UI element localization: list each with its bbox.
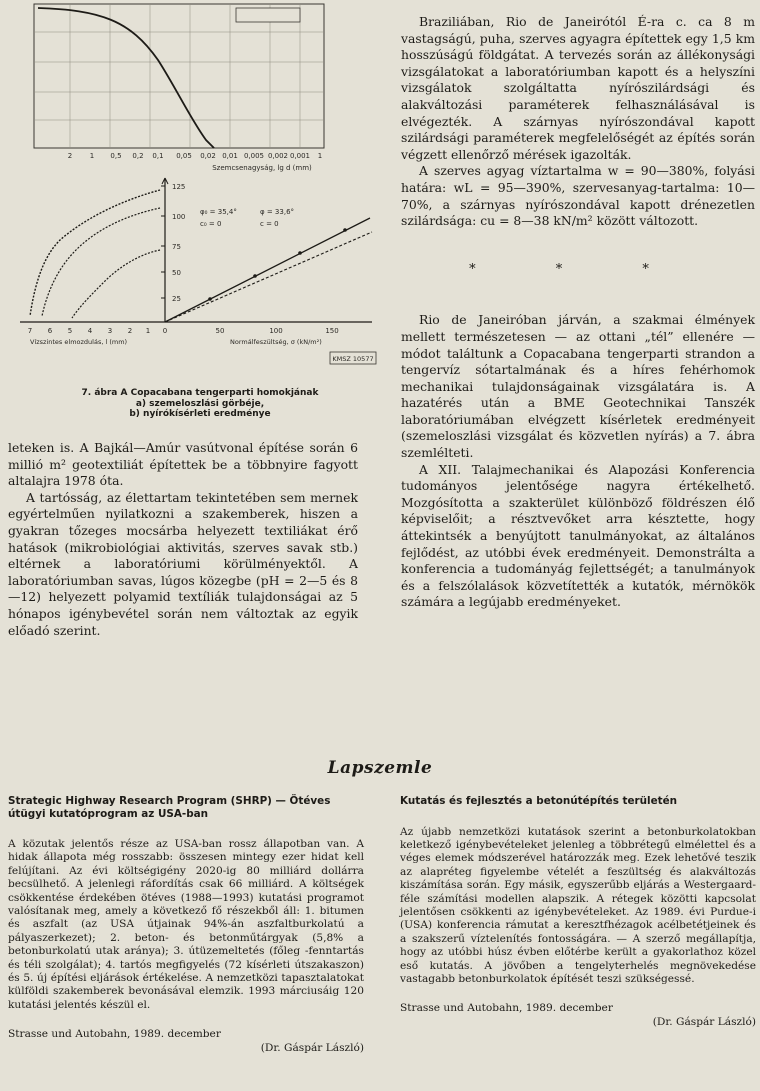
left-column <box>8 440 358 639</box>
shear-legend <box>200 208 294 228</box>
x-tick: 0,001 <box>289 152 311 160</box>
shear-right-ticks <box>216 327 339 335</box>
caption-line: b) nyírókísérleti eredménye <box>129 409 271 419</box>
x-tick: 0,2 <box>132 152 144 160</box>
review-source: Strasse und Autobahn, 1989. december <box>400 1002 613 1015</box>
x-tick: 1 <box>317 152 323 160</box>
y-tick: 75 <box>172 243 181 251</box>
paragraph: Rio de Janeiróban járván, a szakmai élmények mellett természetesen — az ottani „tél” ellenére — módot találtunk a Copacabana tengerparti strandon a tengervíz sótartalmának és a híres fehérhomok mechanikai tulajdonságainak vizsgálatára is. A hazatérés után a BME Geotechnikai Tanszék laboratóriumában elvégzett kísérletek eredményeit (szemeloszlási vizsgálat és közvetlen nyírás) a 7. ábra szemlélteti. <box>401 312 755 461</box>
x-tick: 3 <box>107 327 113 335</box>
figure-caption <box>50 388 350 420</box>
x-tick: 0,002 <box>267 152 289 160</box>
shear-y-ticks <box>172 183 185 303</box>
legend-entry: φ₀ = 35,4° <box>200 208 237 216</box>
x-tick: 1 <box>145 327 151 335</box>
shear-curve-mid <box>42 208 160 316</box>
failure-envelope-1 <box>165 218 370 322</box>
review-title: Strategic Highway Research Program (SHRP) — Ötéves útügyi kutatóprogram az USA-ban <box>8 795 331 820</box>
x-tick: 150 <box>325 327 339 335</box>
y-tick: 25 <box>172 295 181 303</box>
figure-7-graphic <box>0 0 395 390</box>
section-separator: * * * <box>469 261 687 277</box>
review-body: Az újabb nemzetközi kutatások szerint a betonburkolatokban keletkező igénybevételeket jelenleg a többrétegű elmélettel és a véges elemek módszerével határozzák meg. Ezek lehetővé teszik az alapréteg figyelembe vételét a feszültség és alakváltozás kiszámítása során. Egy másik, egyszerűbb eljárás a Westergaard-féle számítási modellen alapszik. A rétegek közötti kapcsolat jelentősen csökkenti az igénybevételeket. Az 1989. évi Purdue-i (USA) konferencia rámutat a keresztfhézagok acélbetétjeinek és a szakszerű víztelenítés fontosságára. — A szerző megállapítja, hogy az utóbbi húsz évben előtérbe került a gyakorlathoz közel eső kutatás. A jövőben a tengelyterhelés megnövekedése vastagabb betonburkolatok építését teszi szükségessé. <box>400 825 756 985</box>
y-tick: 100 <box>172 213 186 221</box>
paragraph: A tartósság, az élettartam tekintetében sem mernek egyértelműen nyilatkozni a szakemberek, hiszen a gyakran tőzeges mocsárba helyezett textiliákat érő hatások (mikrobiológiai aktivitás, szerves savak stb.) eltérnek a laboratóriumi körülményektől. A laboratóriumban savas, lúgos közegbe (pH = 2—5 és 8—12) helyezett polyamid textíliák tulajdonságai az 5 hónapos igénybevétel során nem változtak az egyik előadó szerint. <box>8 489 358 638</box>
paragraph: A XII. Talajmechanikai és Alapozási Konferencia tudományos jelentősége nagyra értékelhető. Mozgósította a szakterület különböző földrészen élő képviselőit; a résztvevőket arra késztette, hogy áttekintsék a benyújtott tanulmányokat, az általános fejlődést, az utóbbi évek eredményeit. Demonstrálta a konferencia a tudományág fejlettségét; a tanulmányok és a felszólalások közvetítették a kutatók, mérnökök számára a legújabb eredményeket. <box>401 461 755 610</box>
grain-size-x-axis-label: Szemcsenagyság, lg d (mm) <box>212 164 312 172</box>
section-heading: Lapszemle <box>327 758 433 778</box>
x-tick: 100 <box>269 327 283 335</box>
grain-size-curve <box>38 8 214 148</box>
legend-entry: c = 0 <box>260 220 279 228</box>
review-source: Strasse und Autobahn, 1989. december <box>8 1028 221 1041</box>
x-tick: 2 <box>127 327 133 335</box>
x-tick: 0,05 <box>176 152 192 160</box>
paragraph: leteken is. A Bajkál—Amúr vasútvonal építése során 6 millió m² geotextiliát építettek be a többnyire fagyott altalajra 1978 óta. <box>8 440 358 489</box>
caption-line: a) szemeloszlási görbéje, <box>135 398 265 409</box>
shear-test-chart <box>20 178 376 364</box>
x-tick: 7 <box>27 327 33 335</box>
y-tick: 50 <box>172 269 181 277</box>
x-tick: 5 <box>67 327 73 335</box>
shear-curve-upper <box>30 190 160 316</box>
paragraph: A szerves agyag víztartalma w = 90—380%, folyási határa: wL = 95—390%, szervesanyag-tartalma: 10—70%, a szárnyas nyírószondával kapott drénezetlen szilárdsága: cu = 8—38 kN/m² között változott. <box>401 163 755 229</box>
grain-size-x-ticks <box>68 152 322 160</box>
x-tick: 0 <box>162 327 168 335</box>
y-tick: 125 <box>172 183 186 191</box>
x-tick: 0,5 <box>110 152 122 160</box>
legend-entry: c₀ = 0 <box>200 220 222 228</box>
review-body: A közutak jelentős része az USA-ban rossz állapotban van. A hidak állapota még rosszabb: összesen mintegy ezer hidat kell felújítani. Az évi költségigény 2020-ig 80 milliárd dollárra becsülhető. A jelenlegi ráfordítás csak 66 milliárd. A költségek csökkentése érdekében ötéves (1988—1993) kutatási programot valósítanak meg, amely a következő fő részekből áll: 1. bitumen és aszfalt (az USA útjainak 94%-án aszfaltburkolatú a pályaszerkezet); 2. beton- és betonműtárgyak (5,8% a betonburkolatú utak aránya); 3. útüzemeltetés (főleg -fenntartás és téli szolgálat); 4. tartós megfigyelés (72 kísérleti útszakaszon) és 5. új építési eljárások értékelése. A nemzetközi tapasztalatokat külföldi szakemberek bevonásával elemzik. 1993 márciusáig 120 kutatási jelentés készül el. <box>8 838 364 1011</box>
paragraph: Braziliában, Rio de Janeirótól É-ra c. ca 8 m vastagságú, puha, szerves agyagra építettek egy 1,5 km hosszúságú földgátat. A tervezés során az állékonysági vizsgálatokat a laboratóriumban kapott és a helyszíni vizsgálatok szolgáltatta nyírószilárdsági és alakváltozási paraméterek felhasználásával is elvégezték. A szárnyas nyírószondával kapott szilárdsági paraméterek megfelelőségét az építés során végzett ellenőrző mérések igazolták. <box>401 14 755 162</box>
failure-envelope-2 <box>165 232 372 322</box>
x-tick: 0,01 <box>222 152 238 160</box>
x-tick: 2 <box>67 152 73 160</box>
review-article <box>400 795 756 1029</box>
review-author: (Dr. Gáspár László) <box>652 1015 756 1028</box>
grain-size-chart <box>34 4 324 172</box>
x-tick: 6 <box>47 327 53 335</box>
x-tick: 4 <box>87 327 93 335</box>
review-title: Kutatás és fejlesztés a betonútépítés területén <box>400 795 678 807</box>
shear-right-axis-label: Normálfeszültség, σ (kN/m²) <box>230 338 322 346</box>
review-author: (Dr. Gáspár László) <box>260 1041 364 1054</box>
x-tick: 0,005 <box>243 152 265 160</box>
legend-entry: φ = 33,6° <box>260 208 295 216</box>
x-tick: 50 <box>215 327 225 335</box>
right-column-top <box>401 14 755 611</box>
caption-line: 7. ábra A Copacabana tengerparti homokjának <box>81 388 319 398</box>
figure-7 <box>0 0 395 390</box>
review-article <box>8 795 364 1055</box>
x-tick: 0,1 <box>152 152 164 160</box>
figure-stamp: KMSZ 10577 <box>332 355 374 363</box>
shear-curve-lower <box>72 250 160 318</box>
x-tick: 1 <box>89 152 95 160</box>
shear-left-axis-label: Vízszintes elmozdulás, l (mm) <box>30 338 128 346</box>
x-tick: 0,02 <box>200 152 216 160</box>
shear-left-ticks <box>28 327 167 335</box>
